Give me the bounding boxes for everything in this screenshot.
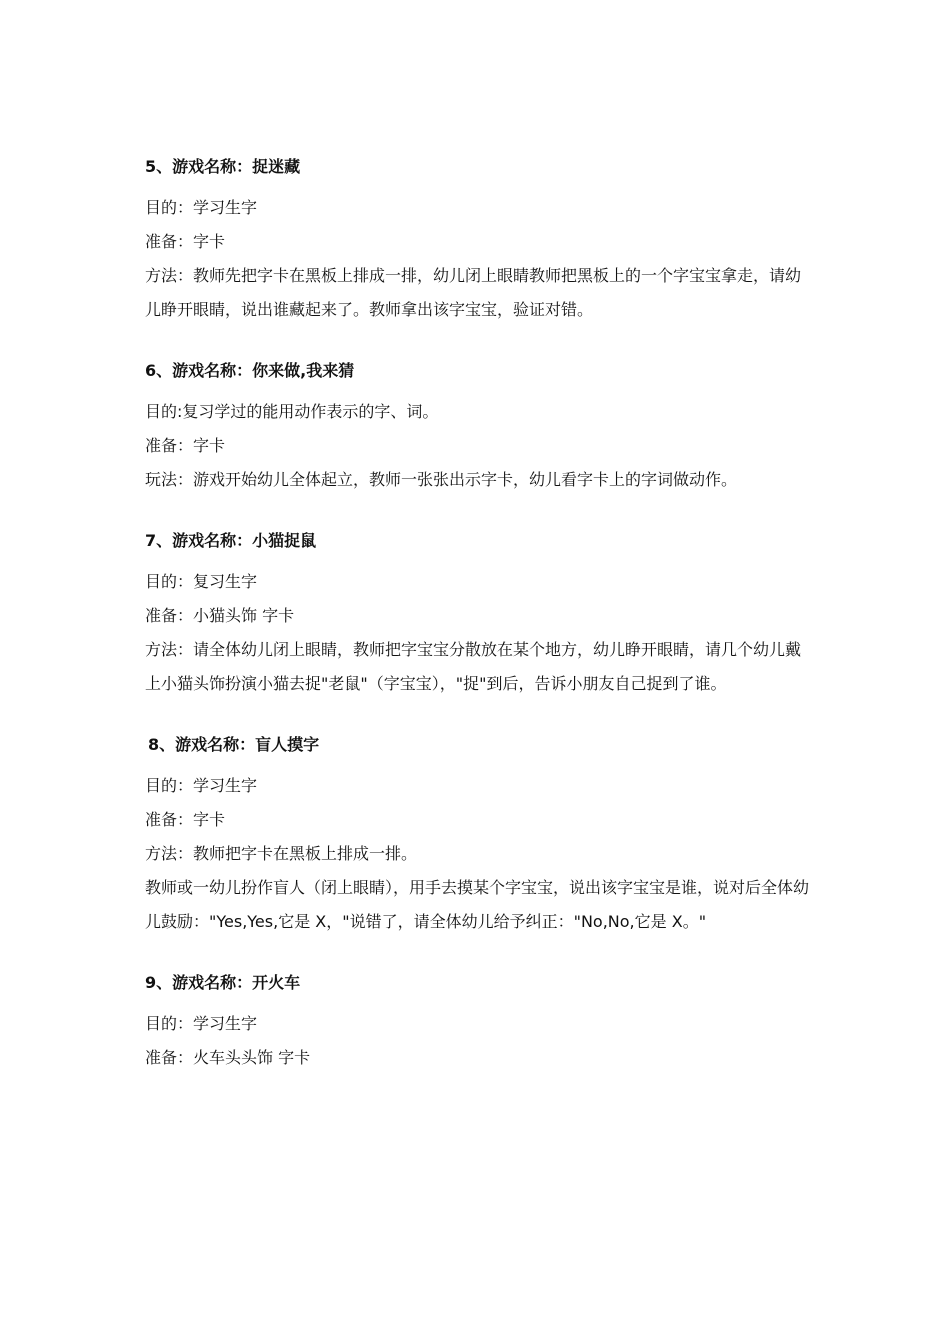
document-page bbox=[145, 157, 810, 1109]
preparation-line: 准备：字卡 bbox=[145, 810, 226, 829]
preparation-line: 准备：小猫头饰 字卡 bbox=[145, 606, 295, 625]
section-title: 8、游戏名称：盲人摸字 bbox=[148, 735, 320, 754]
purpose-line: 目的:复习学过的能用动作表示的字、词。 bbox=[145, 402, 439, 421]
game-section-6 bbox=[145, 361, 810, 497]
method-line: 玩法：游戏开始幼儿全体起立，教师一张张出示字卡，幼儿看字卡上的字词做动作。 bbox=[145, 470, 738, 489]
purpose-line: 目的：复习生字 bbox=[145, 572, 258, 591]
section-title: 9、游戏名称：开火车 bbox=[145, 973, 301, 992]
preparation-line: 准备：字卡 bbox=[145, 232, 226, 251]
section-title: 7、游戏名称：小猫捉鼠 bbox=[145, 531, 317, 550]
preparation-line: 准备：字卡 bbox=[145, 436, 226, 455]
method-detail-line: 教师或一幼儿扮作盲人（闭上眼睛），用手去摸某个字宝宝，说出该字宝宝是谁，说对后全体幼儿鼓励："Yes,Yes,它是 X，"说错了，请全体幼儿给予纠正："No,No,它是 X。" bbox=[145, 878, 810, 931]
game-section-5 bbox=[145, 157, 810, 327]
section-title: 5、游戏名称：捉迷藏 bbox=[145, 157, 301, 176]
game-section-7 bbox=[145, 531, 810, 701]
purpose-line: 目的：学习生字 bbox=[145, 776, 258, 795]
preparation-line: 准备：火车头头饰 字卡 bbox=[145, 1048, 311, 1067]
purpose-line: 目的：学习生字 bbox=[145, 1014, 258, 1033]
purpose-line: 目的：学习生字 bbox=[145, 198, 258, 217]
method-line: 方法：教师先把字卡在黑板上排成一排，幼儿闭上眼睛教师把黑板上的一个字宝宝拿走，请幼儿睁开眼睛，说出谁藏起来了。教师拿出该字宝宝，验证对错。 bbox=[145, 266, 802, 319]
game-section-9 bbox=[145, 973, 810, 1075]
method-line: 方法：请全体幼儿闭上眼睛，教师把字宝宝分散放在某个地方，幼儿睁开眼睛，请几个幼儿戴上小猫头饰扮演小猫去捉"老鼠"（字宝宝），"捉"到后，告诉小朋友自己捉到了谁。 bbox=[145, 640, 802, 693]
method-line: 方法：教师把字卡在黑板上排成一排。 bbox=[145, 844, 418, 863]
section-title: 6、游戏名称：你来做,我来猜 bbox=[145, 361, 355, 380]
game-section-8 bbox=[145, 735, 810, 939]
